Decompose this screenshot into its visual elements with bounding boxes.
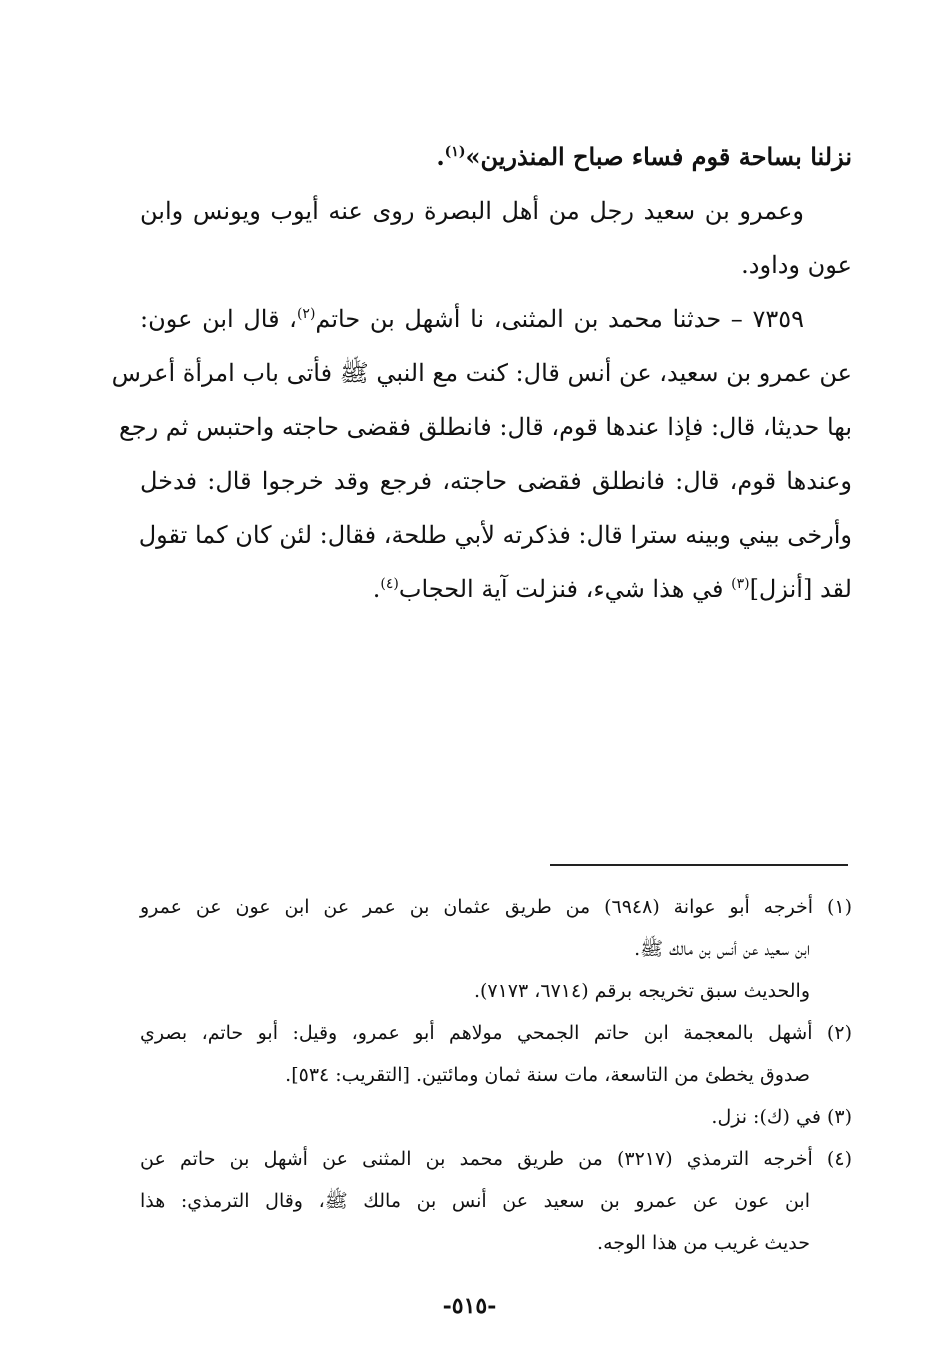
footnote-4-line-2: ابن عون عن عمرو بن سعيد عن أنس بن مالك ﷺ، وقال الترمذي: هذا (140, 1190, 810, 1212)
text-line-4: ٧٣٥٩ – حدثنا محمد بن المثنى، نا أشهل بن حاتم$^{(٢)}$، قال ابن عون: (140, 305, 804, 333)
main-text (111, 130, 852, 616)
footnotes (140, 886, 852, 1264)
footnote-1-line-3: والحديث سبق تخريجه برقم (٦٧١٤، ٧١٧٣). (473, 980, 810, 1002)
text-line-8: وأرخى بيني وبينه سترا قال: فذكرته لأبي طلحة، فقال: لئن كان كما تقول (138, 521, 852, 549)
footnote-4-line-1: (٤) أخرجه الترمذي (٣٢١٧) من طريق محمد بن المثنى عن أشهل بن حاتم عن (140, 1148, 852, 1170)
text-line-3: عون وداود. (741, 251, 852, 279)
footnote-1-line-2: ابن سعيد عن أنس بن مالك ﷺ. (634, 938, 810, 960)
text-line-7: وعندها قوم، قال: فانطلق فقضى حاجته، فرجع وقد خرجوا قال: فدخل (140, 467, 852, 495)
footnote-1-line-1: (١) أخرجه أبو عوانة (٦٩٤٨) من طريق عثمان بن عمر عن ابن عون عن عمرو (140, 896, 852, 918)
footnote-4-line-3: حديث غريب من هذا الوجه. (597, 1232, 810, 1254)
page-number: -٥١٥- (442, 1293, 497, 1319)
text-line-2: وعمرو بن سعيد رجل من أهل البصرة روى عنه أيوب ويونس وابن (140, 197, 804, 225)
footnote-3-line-1: (٣) في (ك): نزل. (711, 1106, 852, 1128)
text-line-9: لقد [أنزل]$^{(٣)}$ في هذا شيء، فنزلت آية الحجاب$^{(٤)}$. (372, 575, 852, 603)
text-line-1: نزلنا بساحة قوم فساء صباح المنذرين»$^{(١)}$. (436, 142, 852, 171)
text-line-6: بها حديثا، قال: فإذا عندها قوم، قال: فانطلق فقضى حاجته واحتبس ثم رجع (118, 413, 852, 441)
footnote-2-line-1: (٢) أشهل بالمعجمة ابن حاتم الجمحي مولاهم أبو عمرو، وقيل: أبو حاتم، بصري (140, 1022, 852, 1044)
footnote-separator (550, 864, 848, 866)
footnote-2-line-2: صدوق يخطئ من التاسعة، مات سنة ثمان ومائتين. [التقريب: ٥٣٤]. (285, 1064, 810, 1086)
text-line-5: عن عمرو بن سعيد، عن أنس قال: كنت مع النبي ﷺ فأتى باب امرأة أعرس (111, 359, 852, 387)
